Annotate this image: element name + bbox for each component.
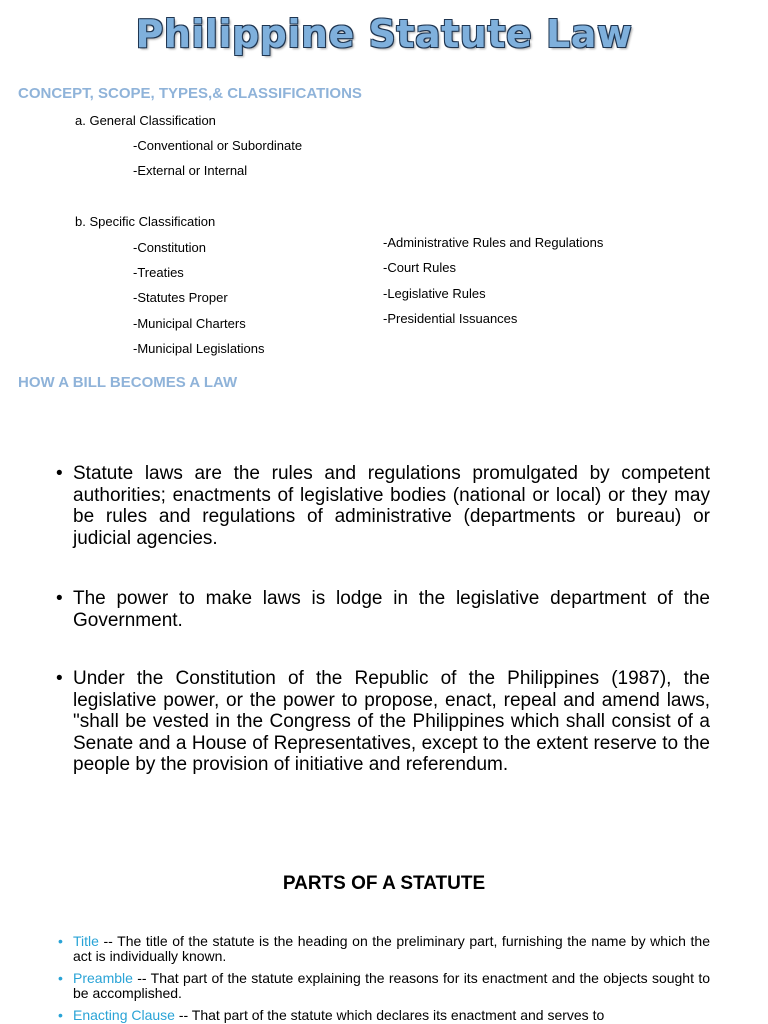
specific-item: -Court Rules — [383, 260, 456, 275]
page-title: Philippine Statute Law — [135, 12, 633, 56]
term-preamble: Preamble — [73, 970, 133, 986]
list-item — [58, 1008, 710, 1023]
general-item: -External or Internal — [133, 163, 248, 178]
term-title: Title — [73, 933, 99, 949]
section-heading-classifications: CONCEPT, SCOPE, TYPES,& CLASSIFICATIONS — [18, 85, 362, 102]
list-item — [56, 588, 710, 631]
specific-item: -Administrative Rules and Regulations — [383, 235, 604, 250]
list-item — [58, 971, 710, 1000]
list-item — [58, 934, 710, 963]
general-item: -Conventional or Subordinate — [133, 138, 303, 153]
term-definition: -- That part of the statute explaining the reasons for its enactment and the objects sought to be accomplished. — [73, 970, 710, 1001]
term-definition: -- That part of the statute which declares its enactment and serves to — [174, 1007, 605, 1023]
specific-classification-label: b. Specific Classification — [75, 214, 216, 229]
specific-item: -Statutes Proper — [133, 290, 228, 305]
general-classification-label: a. General Classification — [75, 113, 216, 128]
specific-item: -Treaties — [133, 265, 184, 280]
bullet-text: The power to make laws is lodge in the legislative department of the Government. — [73, 588, 710, 631]
section-heading-bill: HOW A BILL BECOMES A LAW — [18, 374, 238, 391]
bullet-icon: • — [58, 1007, 63, 1023]
specific-item: -Legislative Rules — [383, 286, 486, 301]
bullet-icon: • — [56, 668, 63, 689]
bullet-text: Statute laws are the rules and regulations promulgated by competent authorities; enactments of legislative bodies (national or local) or they may be rules and regulations of administrative (departments or bureau) or judicial agencies. — [73, 463, 710, 549]
list-item — [56, 463, 710, 549]
specific-item: -Presidential Issuances — [383, 311, 518, 326]
bullet-icon: • — [58, 970, 63, 986]
bullet-icon: • — [58, 933, 63, 949]
bullet-icon: • — [56, 588, 63, 609]
term-definition: -- The title of the statute is the heading on the preliminary part, furnishing the name by which the act is individually known. — [73, 933, 710, 964]
bullet-icon: • — [56, 463, 63, 484]
specific-item: -Municipal Legislations — [133, 341, 265, 356]
specific-item: -Municipal Charters — [133, 316, 246, 331]
term-enacting-clause: Enacting Clause — [73, 1007, 175, 1023]
bullet-text: Under the Constitution of the Republic of the Philippines (1987), the legislative power, or the power to propose, enact, repeal and amend laws, "shall be vested in the Congress of the Philippines which shall consist of a Senate and a House of Representatives, except to the extent reserve to the people by the provision of initiative and referendum. — [73, 668, 710, 775]
list-item — [56, 668, 710, 776]
parts-heading: PARTS OF A STATUTE — [282, 873, 486, 894]
specific-item: -Constitution — [133, 240, 206, 255]
